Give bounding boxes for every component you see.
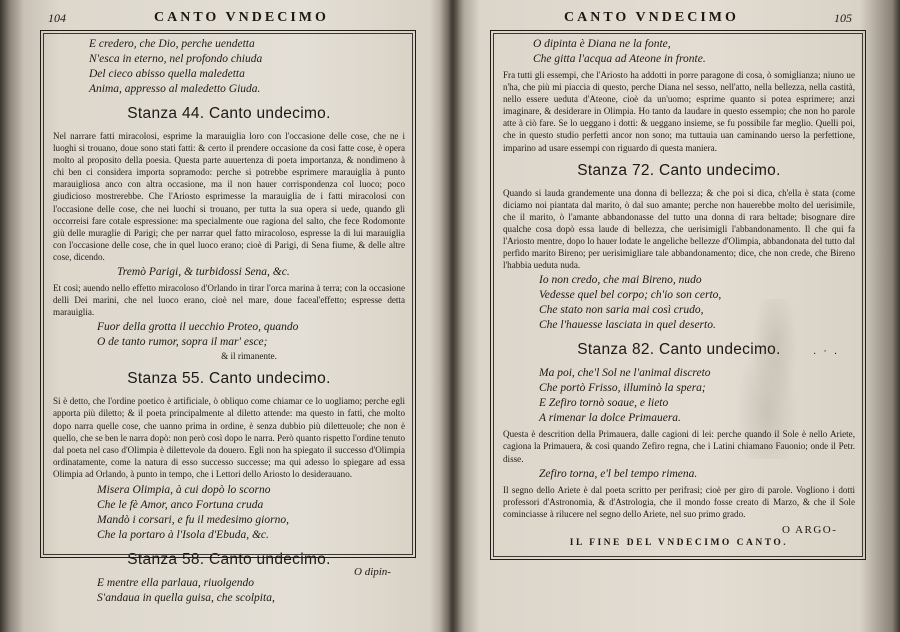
stanza-heading: Stanza 72. Canto undecimo. — [577, 161, 781, 179]
verse-line: O de tanto rumor, sopra il mar' esce; — [97, 336, 268, 349]
verse-line: Zefiro torna, e'l bel tempo rimena. — [539, 467, 698, 480]
canto-end-line: IL FINE DEL VNDECIMO CANTO. — [569, 537, 789, 548]
commentary-paragraph: Fra tutti gli essempi, che l'Ariosto ha addotti in porre paragone di cosa, ò somiglianza; niuno ue n'ha, che più mi piaccia di questo, perche Diana nel sesso, nell'atto, nella bellezza, nella castità, nello essere ueduta d'Ateone, cioè da un'uomo; esprime quanto si potea esprimere; anzi imaginare, & desiderare in Olimpia. Ho tanto da laudare in questo essempio; che non ho parole atte à ciò fare. Se lo ueggano i dotti: & ueggano insieme, se fu possibile far meglio. Quelli poi, che in questo studio perfetti ancor non sono; ma tuttauia uan caminando uerso la perfettione, imparino ad usare essempi con riguardo di questa maniera. — [503, 70, 855, 153]
commentary-paragraph: Il segno dello Ariete è dal poeta scritto per perifrasi; cioè per giro di parole. Vogliono i dotti professori d'Astronomia, & d'Astrologia, che il mondo fosse creato di Marzo, & che il Sole cominciasse à rilucere nel segno dello Ariete, nel suo primo grado. — [503, 484, 855, 519]
verse-line: Che gitta l'acqua ad Ateone in fronte. — [533, 53, 706, 65]
verse-line: E mentre ella parlaua, riuolgendo — [97, 576, 255, 589]
verse-line: E Zefiro tornò soaue, e lieto — [539, 397, 669, 410]
verse-line: Vedesse quel bel corpo; ch'io son certo, — [539, 289, 722, 302]
stanza-heading: Stanza 44. Canto undecimo. — [127, 105, 331, 122]
verse-line: Fuor della grotta il uecchio Proteo, quando — [97, 321, 299, 334]
commentary-paragraph: Si è detto, che l'ordine poetico è artificiale, ò obliquo come chiamar ce lo uogliamo; perche egli apporta più diletto; & il poeta principalmente al diletto attende: ma questo in fatti, che molto dopo narra quelle cose, che uanno prima in ordine, è senza dubbio più diletteuole; che non è quello, che se ben le narra dopò: non però così dopo le narra. Però quanto rispetto l'ordine tenuto dal poeta nel caso d'Olimpia è dilettevole da douero. Egli non ha spiegato il successo d'Olimpia ordinatamente, come la natura di esso successo successe; ma qui adesso lo spiegare ad essa Olimpia ad Orlando, à punto in tempo, che i Lettori dello Ariosto lo desiderauano. — [53, 396, 405, 479]
stanza-heading-text: Stanza 82. Canto undecimo. — [577, 341, 781, 359]
stanza-heading: Stanza 58. Canto undecimo. — [127, 550, 331, 568]
verse-line: Che portò Frisso, illuminò la spera; — [539, 382, 706, 395]
verse-line: Che le fè Amor, anco Fortuna cruda — [97, 498, 264, 511]
commentary-paragraph: Questa è descrition della Primauera, dalle cagioni di lei: perche quando il Sole è nello Ariete, cagiona la Primauera, & così quando Zefiro regna, che i Latini chiamano Fauonio; onde il Petr. disse. — [503, 429, 855, 464]
stanza-heading — [503, 341, 855, 359]
commentary-paragraph: Nel narrare fatti miracolosi, esprime la marauiglia loro con l'occasione delle cose, che ne i luoghi si trouano, doue sono stati fatti: & certo il prendere occasione da cosi fatte cose, è opera molto al proposito della poesia. Questa parte auuertenza di poeta importanza, & nondimeno à chi ben ci considera importa sopramodo: perche si potrebbe esprimere marauiglia à punto marauigliosa anco con altra occasione, ma il non hauer corrispondenza col luoco; poco giudicioso mostrerebbe. Che l'Ariosto esprimesse la marauiglia de i fatti miracolosi con l'occasione delle cose, che nei luochi si trouano, per tutta la sua opera si uede, quando gli occorreisi fare cotale espressione: ma specialmente oue ragiona del salto, che fece Rodomonte giù delle muraglie di Parigi; che per narrar quel fatto miracoloso, espresse la di lui marauiglia con l'occasione delle cose, che in quel luoco erano; cioè di Parigi, di Sena fiume, & delle altre cose, dicendo. — [53, 131, 405, 262]
verse-line: S'andaua in quella guisa, che scolpita, — [97, 591, 275, 604]
running-head: CANTO VNDECIMO — [564, 10, 739, 25]
verse-line: O dipinta è Diana ne la fonte, — [533, 38, 671, 50]
running-head: CANTO VNDECIMO — [154, 10, 329, 25]
catchword: O dipin- — [354, 566, 391, 578]
ornament-dots: . · . — [813, 345, 839, 358]
verse-line: Del cieco abisso quella maledetta — [89, 68, 245, 80]
verse-line: Tremò Parigi, & turbidossi Sena, &c. — [117, 266, 290, 279]
verse-line: Io non credo, che mai Bireno, nudo — [539, 274, 702, 287]
verse-line: Ma poi, che'l Sol ne l'animal discreto — [539, 367, 711, 380]
verse-line: Mandò i corsari, e fu il medesimo giorno, — [97, 513, 289, 526]
commentary-paragraph: Quando si lauda grandemente una donna di bellezza; & che poi si dica, ch'ella è stata (come diciamo noi piantata dal marito, ò dal suo amante; perche non hauerebbe molto del uerisimile, che il marito, ò l'amante abbandonasse del tutto una donna di rara beltade; bisognare dire qualche cosa dopò essa laude di bellezza, che uerisimigli l'abbandonamento. Il che qui fa l'Ariosto mentre, dopo lo hauer lodate le angeliche bellezze d'Olimpia, abbandonata del tutto dal perfido marito Bireno; per uerisimigliare tale abbandonamento; dice, che non crede, che Bireno l'habbia ueduta nuda. — [503, 187, 855, 271]
text-block — [503, 37, 855, 555]
page-number: 105 — [834, 11, 852, 25]
verse-line: Che la portaro à l'Isola d'Ebuda, &c. — [97, 528, 269, 541]
commentary-paragraph: Et così; auendo nello effetto miracoloso d'Orlando in tirar l'orca marina à terra; con la occasione delli Dei marini, che nel luoco erano, cioè nel mare, doue faceal'effetto; espresse detta marauiglia. — [53, 283, 405, 318]
page-number: 104 — [48, 11, 66, 25]
right-page — [452, 0, 900, 632]
text-frame — [490, 30, 866, 560]
verse-line: E credero, che Dio, perche uendetta — [89, 38, 255, 50]
verse-line: Che l'hauesse lasciata in quel deserto. — [539, 319, 716, 332]
rimanente-note: & il rimanente. — [221, 351, 277, 362]
verse-line: A rimenar la dolce Primauera. — [539, 412, 681, 425]
catchword: O ARGO- — [782, 524, 838, 536]
verse-line: Misera Olimpia, à cui dopò lo scorno — [97, 483, 271, 496]
verse-line: Anima, appresso al maledetto Giuda. — [89, 83, 261, 95]
verse-line: Che stato non saria mai così crudo, — [539, 304, 704, 317]
stanza-heading: Stanza 55. Canto undecimo. — [127, 370, 331, 388]
verse-line: N'esca in eterno, nel profondo chiuda — [89, 53, 263, 65]
